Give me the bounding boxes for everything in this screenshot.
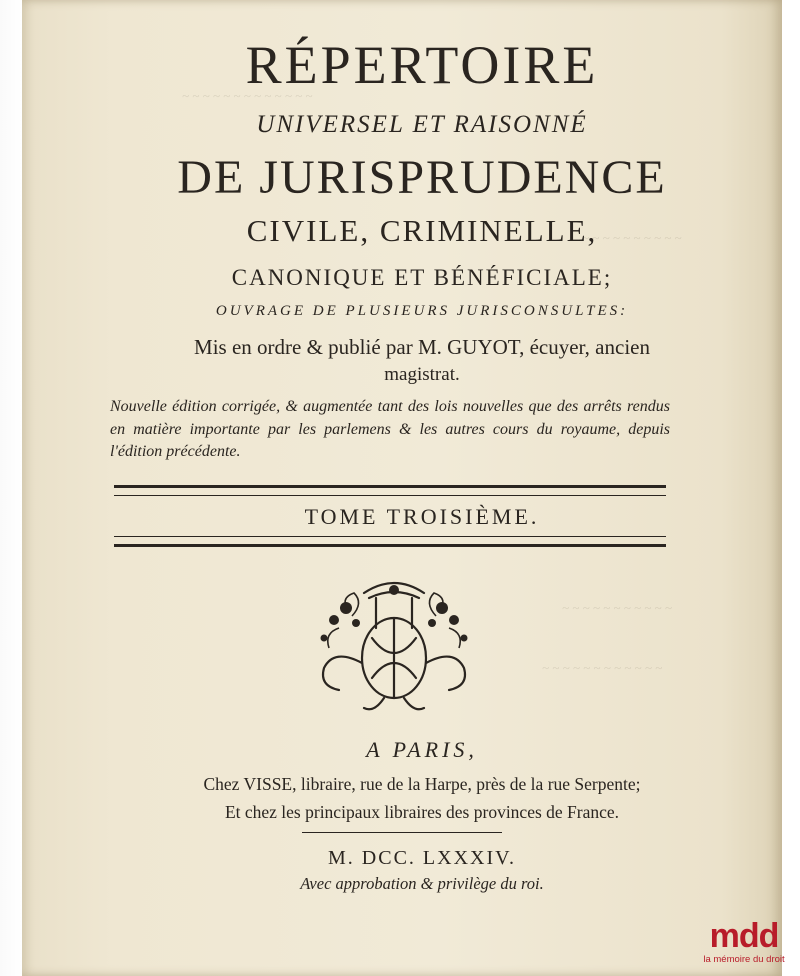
subtitle-authors: OUVRAGE DE PLUSIEURS JURISCONSULTES: xyxy=(215,303,629,319)
title-line-5: CANONIQUE ET BÉNÉFICIALE; xyxy=(231,265,613,290)
bleed-through-text: ~ ~ ~ ~ ~ ~ ~ ~ ~ ~ xyxy=(582,230,682,245)
page-left-margin xyxy=(0,0,22,976)
watermark-logo xyxy=(696,918,792,974)
editor-line: Mis en ordre & publié par M. GUYOT, écuyer, ancien xyxy=(194,335,650,359)
logo-mark: mdd xyxy=(709,917,779,955)
publication-date: M. DCC. LXXXIV. xyxy=(328,847,516,869)
editor-line-continued: magistrat. xyxy=(384,364,460,385)
bleed-through-text: ~ ~ ~ ~ ~ ~ ~ ~ ~ ~ ~ ~ ~ xyxy=(182,88,313,103)
printer-ornament-icon xyxy=(294,568,494,718)
imprint-city: A PARIS, xyxy=(366,737,478,762)
title-line-2: UNIVERSEL ET RAISONNÉ xyxy=(256,111,588,138)
page-right-margin xyxy=(782,0,800,976)
approbation-line: Avec approbation & privilège du roi. xyxy=(300,874,544,893)
volume-label: TOME TROISIÈME. xyxy=(304,504,540,529)
double-rule-top xyxy=(114,485,666,496)
short-rule xyxy=(302,832,502,833)
title-page xyxy=(22,0,782,976)
double-rule-bottom xyxy=(114,536,666,547)
title-line-4: CIVILE, CRIMINELLE, xyxy=(246,213,598,248)
title-line-3: DE JURISPRUDENCE xyxy=(177,151,667,204)
title-line-1: RÉPERTOIRE xyxy=(245,35,599,95)
bleed-through-text: ~ ~ ~ ~ ~ ~ ~ ~ ~ ~ ~ xyxy=(562,600,672,615)
edition-note: Nouvelle édition corrigée, & augmentée tant des lois nouvelles que des arrêts rendus en matière importante par les parlemens & les autres cours du royaume, depuis l'édition précédente. xyxy=(110,398,670,460)
bleed-through-text: ~ ~ ~ ~ ~ ~ ~ ~ ~ ~ ~ ~ xyxy=(542,660,663,675)
logo-tagline: la mémoire du droit xyxy=(703,954,785,965)
imprint-booksellers: Et chez les principaux libraires des provinces de France. xyxy=(224,802,620,822)
imprint-publisher: Chez VISSE, libraire, rue de la Harpe, près de la rue Serpente; xyxy=(203,774,641,794)
